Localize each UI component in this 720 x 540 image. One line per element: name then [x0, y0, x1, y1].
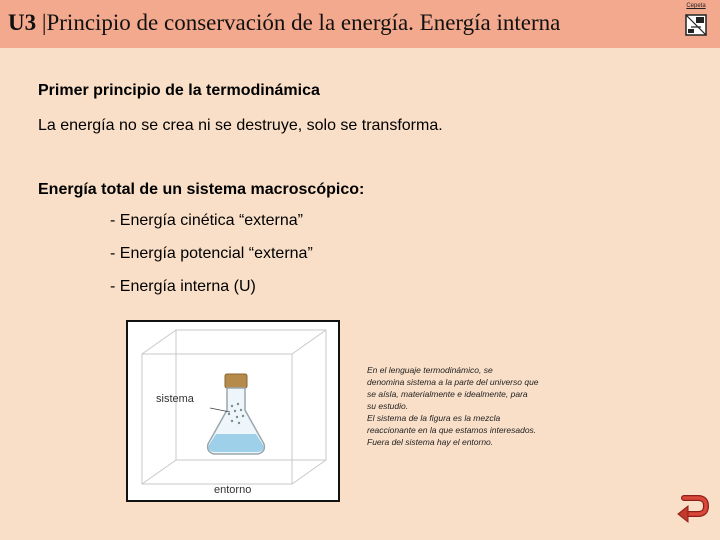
system-diagram [128, 322, 338, 500]
figure-caption [367, 364, 577, 448]
caption-line: su estudio. [367, 401, 409, 411]
caption-line: Fuera del sistema hay el entorno. [367, 437, 494, 447]
label-entorno: entorno [214, 484, 252, 496]
header-bar [0, 0, 720, 48]
flask-icon [208, 374, 265, 454]
title-text: |Principio de conservación de la energía. Energía interna [41, 10, 561, 35]
caption-line: reaccionante en la que estamos interesados. [367, 425, 537, 435]
caption-line: El sistema de la figura es la mezcla [367, 413, 501, 423]
logo-label: Cepeta [686, 3, 706, 9]
caption-line: denomina sistema a la parte del universo que [367, 377, 539, 387]
energy-item: - Energía potencial “externa” [110, 245, 313, 262]
heading-total-energy: Energía total de un sistema macroscópico: [38, 181, 365, 198]
caption-line: En el lenguaje termodinámico, se [367, 365, 493, 375]
home-logo-icon[interactable] [681, 3, 711, 41]
label-sistema: sistema [156, 393, 194, 405]
unit-label: U3 [8, 10, 37, 35]
page-title [8, 10, 560, 36]
caption-line: se aísla, materialmente e idealmente, para [367, 389, 528, 399]
heading-first-principle: Primer principio de la termodinámica [38, 82, 320, 99]
energy-item: - Energía interna (U) [110, 278, 256, 295]
return-arrow-icon[interactable] [676, 492, 710, 528]
energy-item: - Energía cinética “externa” [110, 212, 303, 229]
principle-statement: La energía no se crea ni se destruye, solo se transforma. [38, 117, 443, 134]
system-figure [126, 320, 340, 502]
